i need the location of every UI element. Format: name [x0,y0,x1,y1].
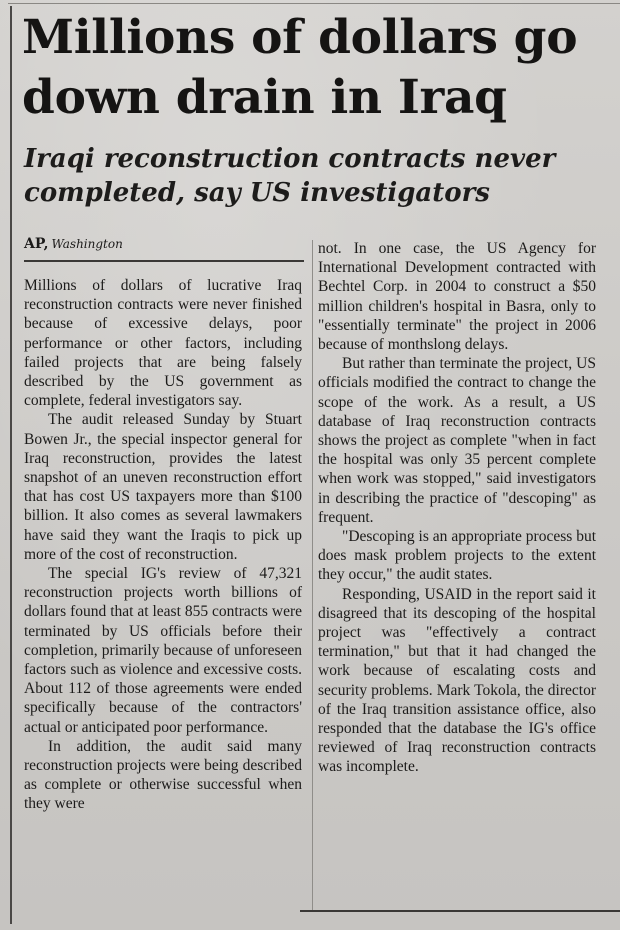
article-paragraph: But rather than terminate the project, US officials modified the contract to change the scope of the work. As a result, a US database of Iraq reconstruction contracts shows the project as complete "when in fact the hospital was only 35 percent complete when work was stopped," said investigators in describing the practice of "descoping" as frequent. [318,355,596,526]
article-paragraph: Millions of dollars of lucrative Iraq reconstruction contracts were never finished because of excessive delays, poor performance or other factors, including failed projects that are being falsely described by the US government as complete, federal investigators say. [24,277,302,410]
byline-rule [24,260,304,262]
article-paragraph: not. In one case, the US Agency for International Development contracted with Bechtel Corp. in 2004 to construct a $50 million children's hospital in Basra, only to "essentially terminate" the project in 2006 because of monthslong delays. [318,240,596,354]
byline-agency: AP, [24,236,49,252]
top-rule [8,3,620,4]
left-column-rule [10,6,12,924]
article-paragraph: The special IG's review of 47,321 reconstruction projects worth billions of dollars found that at least 855 contracts were terminated by US officials before their completion, primarily because of unforeseen factors such as violence and excessive costs. About 112 of those agreements were ended specifically because of the contractors' actual or anticipated poor performance. [24,565,302,736]
headline: Millions of dollars go down drain in Iraq [22,10,578,125]
column-divider [312,240,313,910]
byline [24,234,304,254]
article-paragraph: Responding, USAID in the report said it disagreed that its descoping of the hospital project was "effectively a contract termination," but that it had changed the work because of escalating costs and security problems. Mark Tokola, the director of the Iraq transition assistance office, also responded that the database the IG's office reviewed of Iraq reconstruction contracts was incomplete. [318,585,596,776]
article-paragraph: The audit released Sunday by Stuart Bowen Jr., the special inspector general for Iraq reconstruction, provides the latest snapshot of an uneven reconstruction effort that has cost US taxpayers more than $100 billion. It also comes as several lawmakers have said they want the Iraqis to pick up more of the cost of reconstruction. [24,411,302,563]
article-paragraph: "Descoping is an appropriate process but does mask problem projects to the extent they occur," the audit states. [318,528,596,584]
article-column-right [318,239,596,777]
article-paragraph: In addition, the audit said many reconstruction projects were being described as complete or otherwise successful when they were [24,737,302,813]
subheadline: Iraqi reconstruction contracts never completed, say US investigators [24,144,556,208]
article-column-left [24,276,302,814]
bottom-rule [300,910,620,912]
byline-location: Washington [51,237,123,251]
